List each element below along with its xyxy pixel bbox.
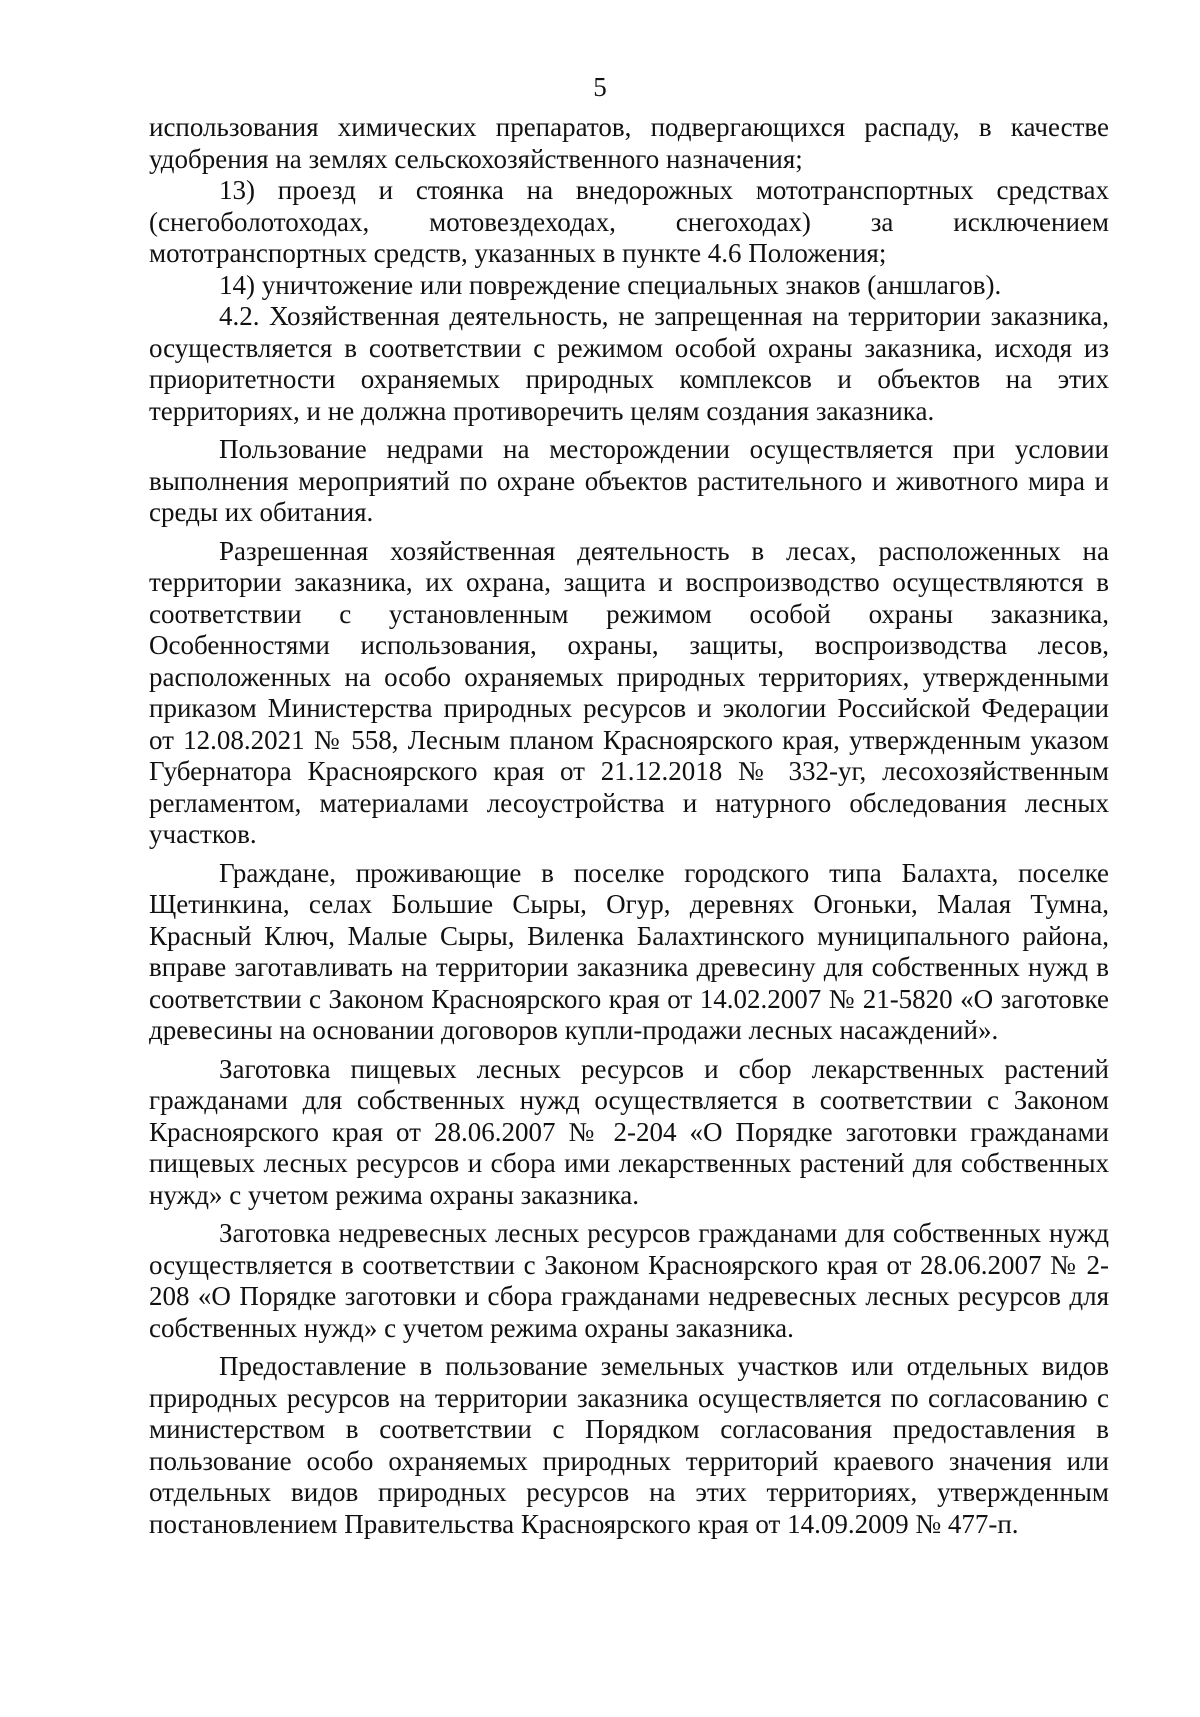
paragraph-forest-activity: Разрешенная хозяйственная деятельность в лесах, расположенных на территории заказника, их охрана, защита и воспроизводство осуществляются в соответствии с установленным режимом особой охраны заказника, Особенностями использования, охраны, защиты, воспроизводства лесов, расположенных на особо охраняемых природных территориях, утвержденными приказом Министерства природных ресурсов и экологии Российской Федерации от 12.08.2021 № 558, Лесным планом Красноярского края, утвержденным указом Губернатора Красноярского края от 21.12.2018 № 332-уг, лесохозяйственным регламентом, материалами лесоустройства и натурного обследования лесных участков.	[149, 535, 1109, 849]
page-number: 5	[593, 72, 607, 102]
paragraph-non-timber-resources: Заготовка недревесных лесных ресурсов гражданами для собственных нужд осуществляется в соответствии с Законом Красноярского края от 28.06.2007 № 2-208 «О Порядке заготовки и сбора гражданами недревесных лесных ресурсов для собственных нужд» с учетом режима охраны заказника.	[149, 1218, 1109, 1343]
paragraph-clause-4-2: 4.2. Хозяйственная деятельность, не запрещенная на территории заказника, осуществляется в соответствии с режимом особой охраны заказника, исходя из приоритетности охраняемых природных комплексов и объектов на этих территориях, и не должна противоречить целям создания заказника.	[149, 301, 1109, 426]
paragraph-continuation: использования химических препаратов, подвергающихся распаду, в качестве удобрения на землях сельскохозяйственного назначения;	[149, 112, 1109, 174]
paragraph-item-14: 14) уничтожение или повреждение специальных знаков (аншлагов).	[219, 269, 1002, 300]
paragraph-item-13: 13) проезд и стоянка на внедорожных мототранспортных средствах (снегоболотоходах, мотовездеходах, снегоходах) за исключением мототранспортных средств, указанных в пункте 4.6 Положения;	[149, 175, 1109, 268]
document-body	[149, 112, 1109, 1540]
paragraph-land-provision: Предоставление в пользование земельных участков или отдельных видов природных ресурсов на территории заказника осуществляется по согласованию с министерством в соответствии с Порядком согласования предоставления в пользование особо охраняемых природных территорий краевого значения или отдельных видов природных ресурсов на этих территориях, утвержденным постановлением Правительства Красноярского края от 14.09.2009 № 477-п.	[149, 1351, 1109, 1539]
paragraph-citizens-timber: Граждане, проживающие в поселке городского типа Балахта, поселке Щетинкина, селах Большие Сыры, Огур, деревнях Огоньки, Малая Тумна, Красный Ключ, Малые Сыры, Виленка Балахтинского муниципального района, вправе заготавливать на территории заказника древесину для собственных нужд в соответствии с Законом Красноярского края от 14.02.2007 № 21-5820 «О заготовке древесины на основании договоров купли-продажи лесных насаждений».	[149, 857, 1109, 1045]
paragraph-food-resources: Заготовка пищевых лесных ресурсов и сбор лекарственных растений гражданами для собственных нужд осуществляется в соответствии с Законом Красноярского края от 28.06.2007 № 2-204 «О Порядке заготовки гражданами пищевых лесных ресурсов и сбора ими лекарственных растений для собственных нужд» с учетом режима охраны заказника.	[149, 1053, 1109, 1210]
paragraph-subsoil-use: Пользование недрами на месторождении осуществляется при условии выполнения мероприятий по охране объектов растительного и животного мира и среды их обитания.	[149, 434, 1109, 527]
